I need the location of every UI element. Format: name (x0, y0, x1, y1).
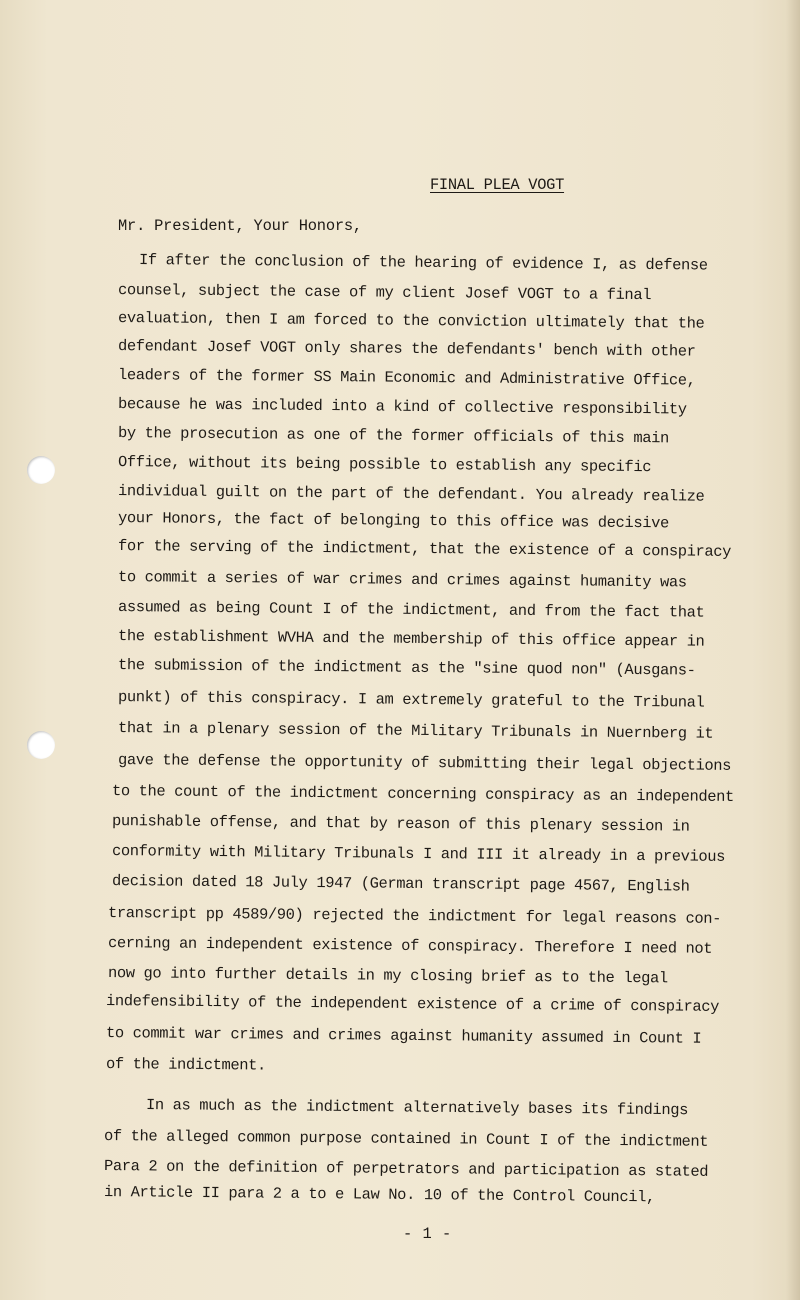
text-line: indefensibility of the independent existence of a crime of conspiracy (105, 992, 720, 1016)
text-line: defendant Josef VOGT only shares the defendants' bench with other (117, 337, 696, 361)
text-line: to the count of the indictment concerning conspiracy as an independent (111, 782, 735, 806)
text-line: Para 2 on the definition of perpetrators and participation as stated (103, 1157, 709, 1181)
document-title: FINAL PLEA VOGT (430, 176, 565, 194)
text-line: If after the conclusion of the hearing of evidence I, as defense (138, 251, 708, 275)
page-edge-shadow (786, 0, 800, 1300)
text-line: the submission of the indictment as the "sine quod non" (Ausgans- (117, 656, 696, 680)
text-line: by the prosecution as one of the former officials of this main (117, 424, 669, 448)
text-line: counsel, subject the case of my client Josef VOGT to a final (117, 281, 652, 305)
text-line: in Article II para 2 a to e Law No. 10 of the Control Council, (103, 1183, 655, 1207)
punch-hole-upper (27, 456, 55, 484)
text-line: decision dated 18 July 1947 (German transcript page 4567, English (111, 872, 690, 896)
text-line: cerning an independent existence of conspiracy. Therefore I need not (107, 934, 713, 958)
text-line: gave the defense the opportunity of submitting their legal objections (117, 751, 732, 775)
text-line: assumed as being Count I of the indictment, and from the fact that (117, 598, 705, 622)
text-line: In as much as the indictment alternatively bases its findings (145, 1096, 689, 1120)
text-line: your Honors, the fact of belonging to this office was decisive (117, 509, 669, 533)
text-line: individual guilt on the part of the defendant. You already realize (117, 482, 705, 506)
text-line: transcript pp 4589/90) rejected the indictment for legal reasons con- (107, 904, 722, 928)
text-line: of the indictment. (105, 1055, 267, 1075)
text-line: punkt) of this conspiracy. I am extremely grateful to the Tribunal (117, 688, 705, 712)
text-line: for the serving of the indictment, that the existence of a conspiracy (117, 537, 732, 561)
page-number: - 1 - (403, 1225, 452, 1243)
text-line: of the alleged common purpose contained in Count I of the indictment (103, 1127, 709, 1151)
text-line: punishable offense, and that by reason of this plenary session in (111, 812, 690, 836)
text-line: now go into further details in my closing brief as to the legal (107, 964, 668, 988)
text-line: leaders of the former SS Main Economic and Administrative Office, (117, 366, 696, 390)
text-line: evaluation, then I am forced to the conviction ultimately that the (117, 309, 705, 333)
text-line: Office, without its being possible to establish any specific (117, 453, 652, 477)
text-line: conformity with Military Tribunals I and III it already in a previous (111, 842, 726, 866)
text-line: to commit a series of war crimes and crimes against humanity was (117, 568, 687, 592)
punch-hole-lower (27, 731, 55, 759)
text-line: the establishment WVHA and the membership of this office appear in (117, 627, 705, 651)
text-line: to commit war crimes and crimes against humanity assumed in Count I (105, 1024, 702, 1048)
text-line: that in a plenary session of the Military Tribunals in Nuernberg it (117, 719, 714, 743)
salutation: Mr. President, Your Honors, (118, 217, 362, 235)
text-line: because he was included into a kind of collective responsibility (117, 395, 687, 419)
